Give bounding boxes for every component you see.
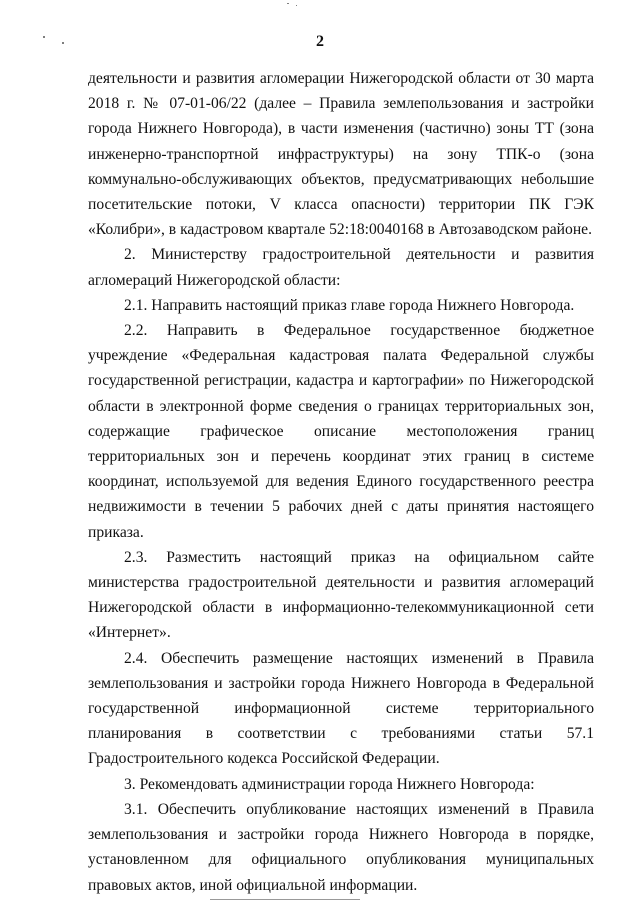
paragraph-item-2-2: 2.2. Направить в Федеральное государственное бюджетное учреждение «Федеральная кадастровая палата Федеральной службы государственной регистрации, кадастра и картографии» по Нижегородской области в электронной форме сведения о границах территориальных зон, содержащие графическое описание местоположения границ территориальных зон и перечень координат этих границ в системе координат, используемой для ведения Единого государственного реестра недвижимости в течении 5 рабочих дней с даты принятия настоящего приказа.	[88, 322, 594, 541]
scan-speck	[287, 3, 289, 4]
paragraph-item-2-4: 2.4. Обеспечить размещение настоящих изменений в Правила землепользования и застройки города Нижнего Новгорода в Федеральной государственной информационной системе территориального планирования в соответствии с требованиями статьи 57.1 Градостроительного кодекса Российской Федерации.	[88, 649, 594, 768]
paragraph-item-2-3: 2.3. Разместить настоящий приказ на официальном сайте министерства градостроительной деятельности и развития агломераций Нижегородской области в информационно-телекоммуникационной сети «Интернет».	[88, 548, 594, 642]
paragraph-item-2-1: 2.1. Направить настоящий приказ главе города Нижнего Новгорода.	[124, 296, 575, 314]
scan-speck	[296, 5, 297, 6]
paragraph-item-2: 2. Министерству градостроительной деятельности и развития агломераций Нижегородской области:	[88, 246, 594, 289]
page-number: 2	[316, 33, 324, 50]
paragraph-continuation: деятельности и развития агломерации Нижегородской области от 30 марта 2018 г. № 07-01-06/22 (далее – Правила землепользования и застройки города Нижнего Новгорода), в части изменения (частично) зоны ТТ (зона инженерно-транспортной инфраструктуры) на зону ТПК-о (зона коммунально-обслуживающих объектов, предусматривающих небольшие посетительские потоки, V класса опасности) территории ПК ГЭК «Колибри», в кадастровом квартале 52:18:0040168 в Автозаводском районе.	[88, 70, 594, 239]
document-body	[88, 66, 594, 898]
bottom-edge-rule	[210, 899, 360, 900]
paragraph-item-3-1: 3.1. Обеспечить опубликование настоящих изменений в Правила землепользования и застройки города Нижнего Новгорода в порядке, установленном для официального опубликования муниципальных правовых актов, иной официальной информации.	[88, 800, 594, 894]
paragraph-item-3: 3. Рекомендовать администрации города Нижнего Новгорода:	[124, 775, 535, 793]
